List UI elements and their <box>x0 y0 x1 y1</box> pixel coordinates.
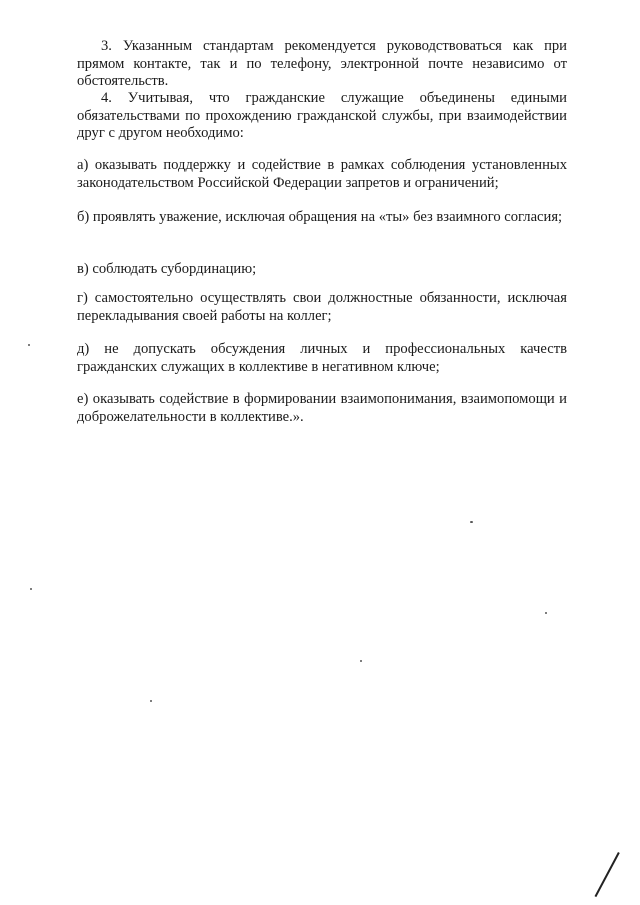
scan-speck <box>360 660 362 662</box>
list-item-b: б) проявлять уважение, исключая обращения на «ты» без взаимного согласия; <box>77 209 563 225</box>
pen-stroke-mark <box>595 852 620 897</box>
paragraph-4: 4. Учитывая, что гражданские служащие объединены едиными обязательствами по прохождению гражданской службы, при взаимодействии друг с другом необходимо: <box>77 90 567 141</box>
scan-speck <box>545 612 547 614</box>
paragraph-3: 3. Указанным стандартам рекомендуется руководствоваться как при прямом контакте, так и по телефону, электронной почте независимо от обстоятельств. <box>77 38 567 89</box>
scan-speck <box>30 588 32 590</box>
scan-speck <box>28 344 30 346</box>
scan-speck <box>150 700 152 702</box>
list-item-d: д) не допускать обсуждения личных и профессиональных качеств гражданских служащих в коллективе в негативном ключе; <box>77 341 567 375</box>
scan-speck <box>470 521 473 523</box>
list-item-e: е) оказывать содействие в формировании взаимопонимания, взаимопомощи и доброжелательности в коллективе.». <box>77 391 567 425</box>
list-item-v: в) соблюдать субординацию; <box>77 261 257 277</box>
list-item-a: а) оказывать поддержку и содействие в рамках соблюдения установленных законодательством Российской Федерации запретов и ограничений; <box>77 157 567 191</box>
list-item-g: г) самостоятельно осуществлять свои должностные обязанности, исключая перекладывания своей работы на коллег; <box>77 290 567 324</box>
